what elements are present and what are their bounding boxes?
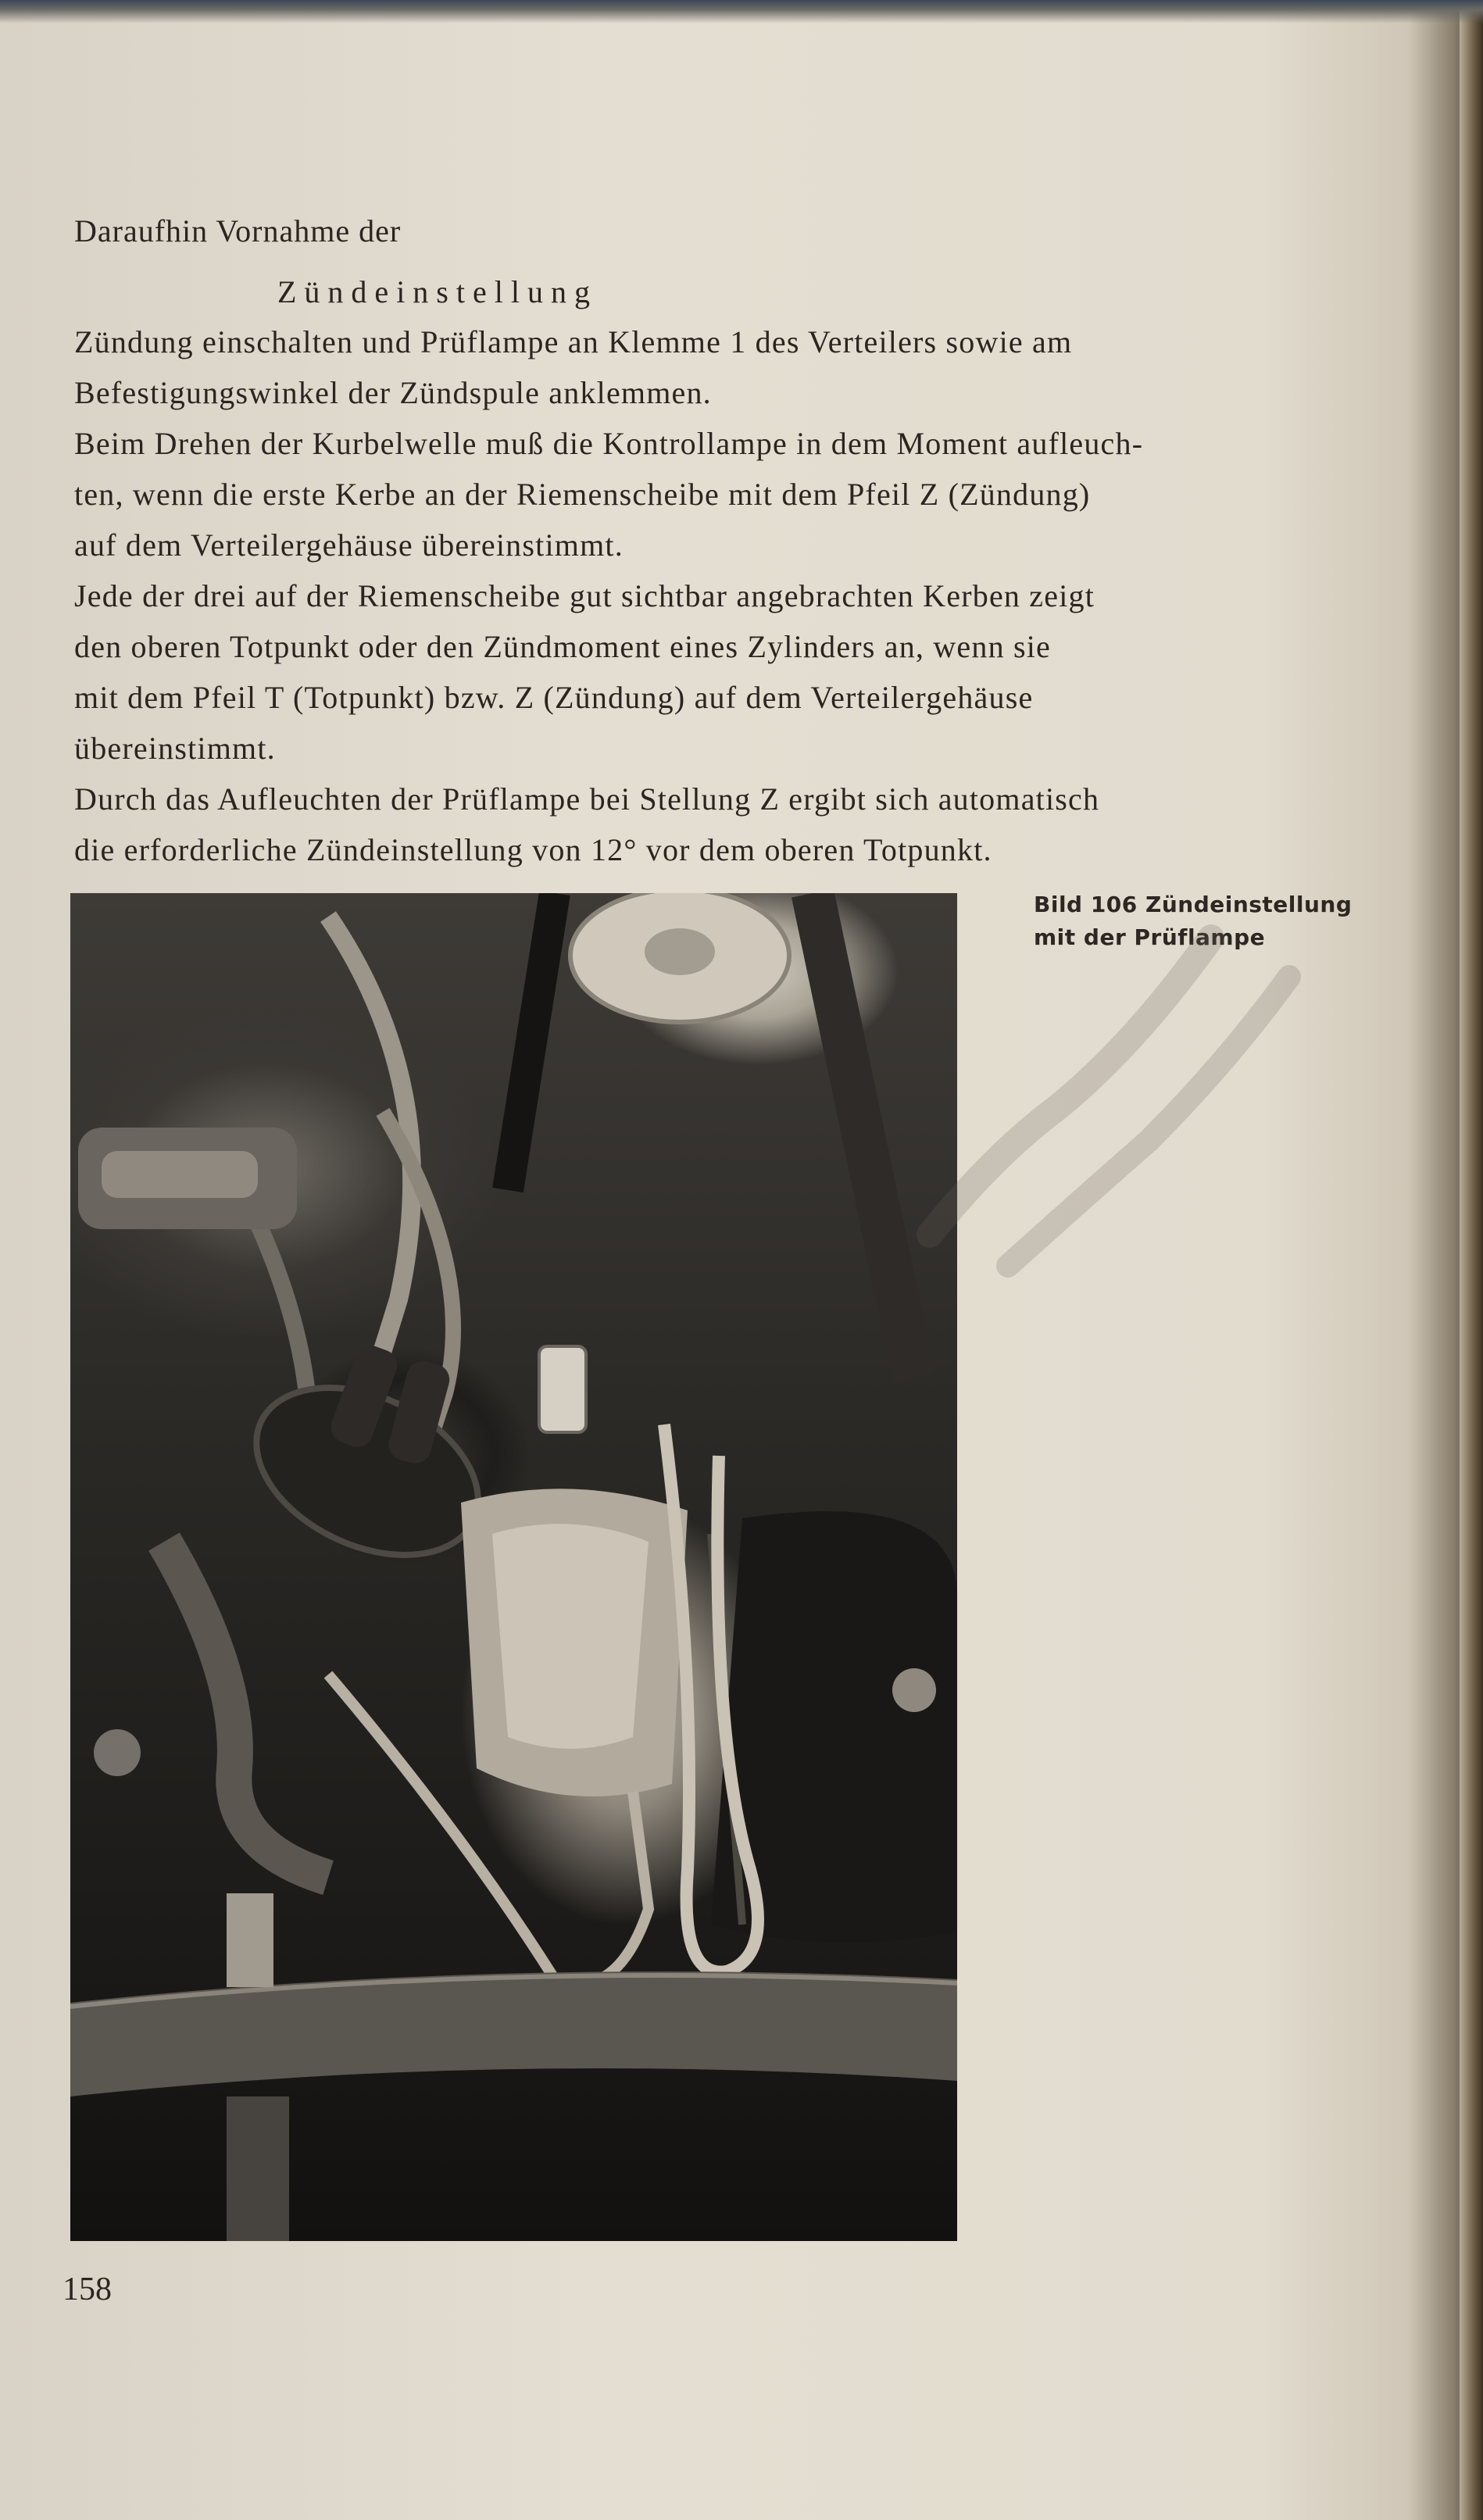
body-text: [74, 316, 1395, 875]
body-line: Jede der drei auf der Riemenscheibe gut sichtbar angebrachten Kerben zeigt: [74, 578, 1095, 613]
engine-photo: [70, 893, 957, 2241]
watermark-logo: [883, 828, 1320, 1297]
caption-line: Bild 106 Zündeinstellung: [1034, 892, 1353, 917]
page-number: 158: [63, 2272, 112, 2307]
book-edge: [1460, 0, 1483, 2520]
top-shadow: [0, 0, 1483, 23]
body-line: Zündung einschalten und Prüflampe an Klemme 1 des Verteilers sowie am: [74, 324, 1073, 359]
body-line: übereinstimmt.: [74, 731, 276, 766]
body-line: auf dem Verteilergehäuse übereinstimmt.: [74, 527, 624, 563]
engine-illustration: [70, 893, 957, 2241]
body-line: Durch das Aufleuchten der Prüflampe bei Stellung Z ergibt sich automatisch: [74, 781, 1100, 817]
caption-line: mit der Prüflampe: [1034, 924, 1266, 950]
body-line: ten, wenn die erste Kerbe an der Riemenscheibe mit dem Pfeil Z (Zündung): [74, 477, 1091, 512]
body-line: Beim Drehen der Kurbelwelle muß die Kontrollampe in dem Moment aufleuch-: [74, 426, 1144, 461]
body-line: die erforderliche Zündeinstellung von 12° vor dem oberen Totpunkt.: [74, 832, 992, 867]
body-line: mit dem Pfeil T (Totpunkt) bzw. Z (Zündung) auf dem Verteilergehäuse: [74, 680, 1034, 715]
intro-text: Daraufhin Vornahme der: [74, 213, 402, 248]
body-line: Befestigungswinkel der Zündspule anklemmen.: [74, 375, 712, 410]
body-line: den oberen Totpunkt oder den Zündmoment eines Zylinders an, wenn sie: [74, 629, 1051, 664]
section-heading: Zündeinstellung: [277, 274, 598, 309]
